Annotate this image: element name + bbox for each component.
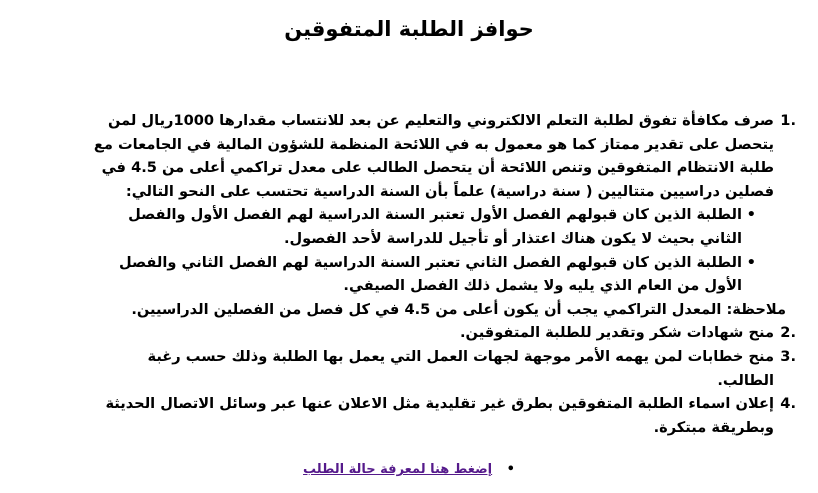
list-item-1	[92, 109, 796, 203]
item-text: منح شهادات شكر وتقدير للطلبة المتفوقين.	[460, 324, 774, 342]
bullet-icon: •	[746, 253, 756, 271]
item-number: .3	[780, 347, 796, 365]
item-number: .1	[780, 112, 796, 129]
item-text: إعلان اسماء الطلبة المتفوقين بطرق غير تقليدية مثل الاعلان عنها عبر وسائل الاتصال الحديثة وبطريقة مبتكرة.	[105, 395, 774, 436]
academic-year-bullets	[92, 203, 796, 297]
bullet-text: الطلبة الذين كان قبولهم الفصل الثاني تعتبر السنة الدراسية لهم الفصل الثاني والفصل الأول من العام الذي يليه ولا يشمل ذلك الفصل الصيفي.	[118, 253, 742, 295]
request-status-link[interactable]: إضغط هنا لمعرفة حالة الطلب	[303, 462, 493, 477]
gpa-note: ملاحظة: المعدل التراكمي يجب أن يكون أعلى من 4.5 في كل فصل من الفصلين الدراسيين.	[131, 300, 786, 318]
bullet-icon: •	[506, 462, 515, 477]
incentives-list	[92, 109, 796, 439]
item-number: .4	[780, 395, 796, 413]
item-text: منح خطابات لمن يهمه الأمر موجهة لجهات العمل التي يعمل بها الطلبة وذلك حسب رغبة الطالب.	[147, 347, 774, 389]
bullet-item-first-semester	[92, 203, 756, 250]
list-item-4	[92, 392, 796, 439]
bullet-text: الطلبة الذين كان قبولهم الفصل الأول تعتبر السنة الدراسية لهم الفصل الأول والفصل الثاني بحيث لا يكون هناك اعتذار أو تأجيل للدراسة لأحد الفصول.	[128, 206, 742, 247]
bullet-item-second-semester	[92, 251, 756, 298]
page-title: حوافز الطلبة المتفوقين	[284, 17, 534, 41]
item-number: .2	[780, 324, 796, 342]
request-status-row	[0, 460, 818, 480]
bullet-icon: •	[746, 206, 756, 224]
list-item-2	[92, 321, 796, 345]
item-text: صرف مكافأة تفوق لطلبة التعلم الالكتروني والتعليم عن بعد للانتساب مقدارها 1000ريال لمن يتحصل على تقدير ممتاز كما هو معمول به في اللائحة المنظمة للشؤون المالية في الجامعات مع طلبة الانتظام المتفوقين وتنص اللائحة أن يتحصل الطالب على معدل تراكمي أعلى من 4.5 في فصلين دراسيين متتاليين ( سنة دراسية) علماً بأن السنة الدراسية تحتسب على النحو التالي:	[93, 112, 774, 200]
list-item-3	[92, 345, 796, 392]
